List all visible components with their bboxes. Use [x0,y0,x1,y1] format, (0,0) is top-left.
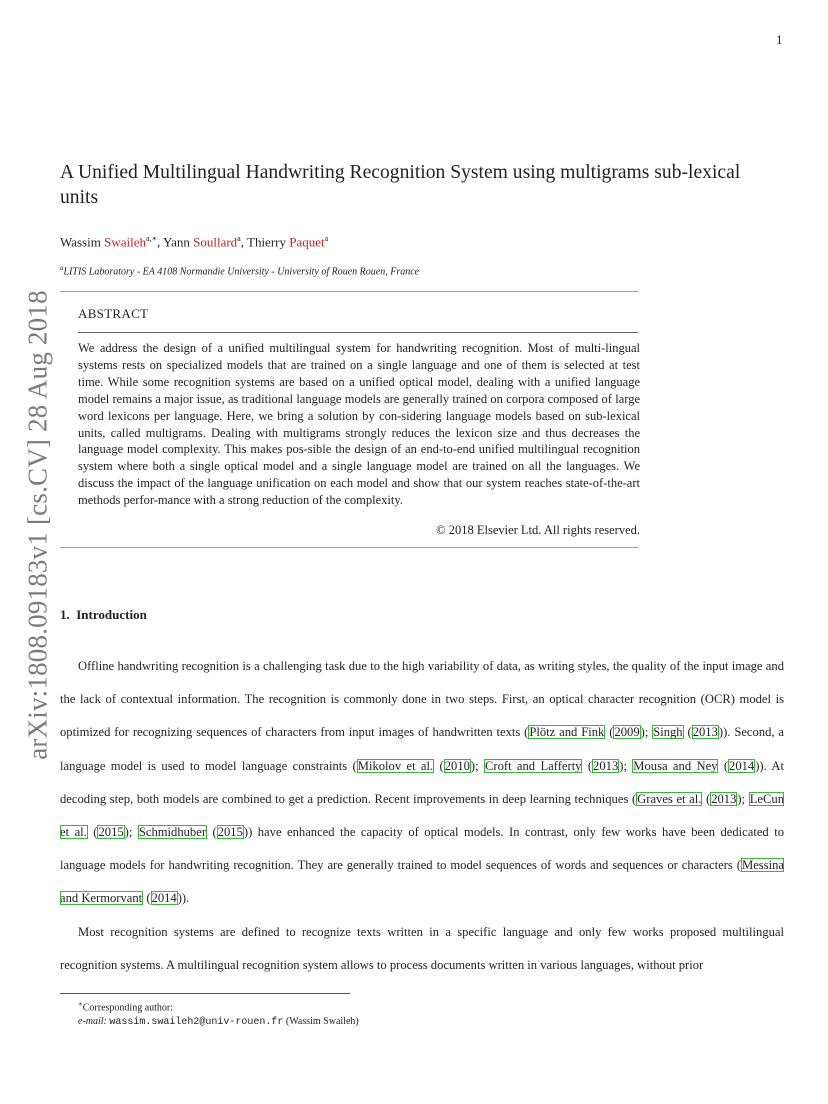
footnote-line-1 [78,997,359,1015]
author-separator: , Yann [156,234,194,250]
text-run: ; [644,725,653,740]
paragraph-2: Most recognition systems are defined to recognize texts written in a specific language and only few works proposed multilingual recognition systems. A multilingual recognition system allows to process documents written in various languages, without prior [60,924,784,972]
paragraph-1: Offline handwriting recognition is a challenging task due to the high variability of data, as writing styles, the quality of the input image and the lack of contextual information. The recognition is commonly done in two steps. First, an optical character recognition (OCR) model is optimized for recognizing sequences of characters from input images of handwritten texts (Plötz and Fink (2009); Singh (2013)). Second, a language model is used to model language constraints (Mikolov et al. (2010); Croft and Lafferty (2013); Mousa and Ney (2014)). At decoding step, both models are combined to get a prediction. Recent improvements in deep learning techniques (Graves et al. (2013); LeCun et al. (2015); Schmidhuber (2015)) have enhanced the capacity of optical models. In contrast, only few works have been dedicated to language models for handwriting recognition. They are generally trained to model sequences of words and sequences or characters (Messina and Kermorvant (2014)). [60,659,785,906]
author-link-swaileh[interactable]: Swaileh [104,234,146,250]
citation-year-link[interactable]: 2013 [692,725,718,740]
footnote-mark: ∗ [78,1000,83,1008]
section-heading [60,607,147,623]
citation-year-link[interactable]: 2010 [444,758,470,773]
text-run: ) have enhanced the capacity of optical models. In contrast, only few works have been dedicated to language models for handwriting recognition. They are generally trained to model sequences of words and sequences or characters ( [60,825,784,873]
citation-link[interactable]: Mousa and Ney [633,758,718,773]
abstract-heading-rule [78,332,638,333]
citation-link[interactable]: Schmidhuber [138,825,207,840]
author-link-paquet[interactable]: Paquet [289,234,325,250]
introduction-body [60,650,784,982]
citation-year-link[interactable]: 2009 [614,725,640,740]
text-run: ). [181,891,190,906]
footnote-email-label: e-mail: [78,1016,107,1028]
citation-year-link[interactable]: 2013 [593,758,619,773]
footnote-line-2 [78,1015,359,1030]
page-number: 1 [776,32,783,47]
abstract-heading: ABSTRACT [78,306,149,321]
footnote [78,997,359,1030]
abstract-body: We address the design of a unified multilingual system for handwriting recognition. Most of multi-lingual systems rests on specialized models that are trained on a single language and one of them is selected at test time. While some recognition systems are based on a unified optical model, dealing with a unified language model remains a major issue, as traditional language models are generally trained on corpora composed of large word lexicons per language. Here, we bring a solution by con-sidering language models based on sub-lexical units, called multigrams. Dealing with multigrams strongly reduces the lexicon size and thus decreases the language model complexity. This makes pos-sible the design of an end-to-end unified multilingual recognition system where both a single optical model and a single language model are trained on all the languages. We discuss the impact of the language unification on each model and show that our system reaches state-of-the-art methods perfor-mance with a strong reduction of the complexity. [78,341,640,508]
text-run: ; [475,758,484,773]
text-run: ). At decoding step, both models are combined to get a prediction. Recent improvements in deep learning techniques ( [60,758,785,806]
text-run: ; [623,758,633,773]
arxiv-stamp-text: arXiv:1808.09183v1 [cs.CV] 28 Aug 2018 [22,290,53,760]
text-run: ). Second, a language model is used to model language constraints ( [60,725,785,773]
author-affil-mark: a [237,234,241,243]
affiliation-text: LITIS Laboratory - EA 4108 Normandie University - University of Rouen Rouen, France [63,266,420,278]
citation-link[interactable]: Singh [653,725,683,740]
author-link-soullard[interactable]: Soullard [193,234,238,250]
citation-link[interactable]: Croft and Lafferty [484,758,582,773]
citation-link[interactable]: Graves et al. [637,791,702,806]
footnote-rule [60,993,350,994]
abstract-top-rule [60,291,638,292]
author-list [60,234,328,250]
citation-year-link[interactable]: 2014 [729,758,755,773]
citation-link[interactable]: LeCun et al. [60,791,784,840]
section-number: 1. [60,607,70,622]
text-run: ; [741,791,749,806]
copyright-notice: © 2018 Elsevier Ltd. All rights reserved. [436,523,640,537]
affiliation [60,264,419,277]
author-first-name: Wassim [60,234,105,250]
citation-year-link[interactable]: 2015 [98,825,124,840]
text-run: ; [128,825,138,840]
citation-year-link[interactable]: 2014 [151,891,177,906]
author-separator: , Thierry [240,234,290,250]
paper-title: A Unified Multilingual Handwriting Recognition System using multigrams sub-lexical units [60,162,741,208]
section-title: Introduction [76,607,147,622]
abstract-bottom-rule [60,547,638,548]
footnote-label: Corresponding author: [82,1002,174,1014]
citation-link[interactable]: Plötz and Fink [529,725,605,740]
affiliation-mark: a [60,264,64,272]
citation-link[interactable]: Mikolov et al. [357,758,434,773]
citation-year-link[interactable]: 2015 [217,825,243,840]
footnote-email-link[interactable]: wassim.swaileh2@univ-rouen.fr [109,1017,284,1029]
citation-link[interactable]: Messina and Kermorvant [60,858,784,906]
author-affil-mark: a [324,234,329,243]
footnote-author-name: (Wassim Swaileh) [285,1016,359,1028]
text-run: Offline handwriting recognition is a challenging task due to the high variability of data, as writing styles, the quality of the input image and the lack of contextual information. The recognition is commonly done in two steps. First, an optical character recognition (OCR) model is optimized for recognizing sequences of characters from input images of handwritten texts ( [60,659,784,740]
author-affil-mark: a,∗ [145,234,157,243]
citation-year-link[interactable]: 2013 [711,791,737,806]
